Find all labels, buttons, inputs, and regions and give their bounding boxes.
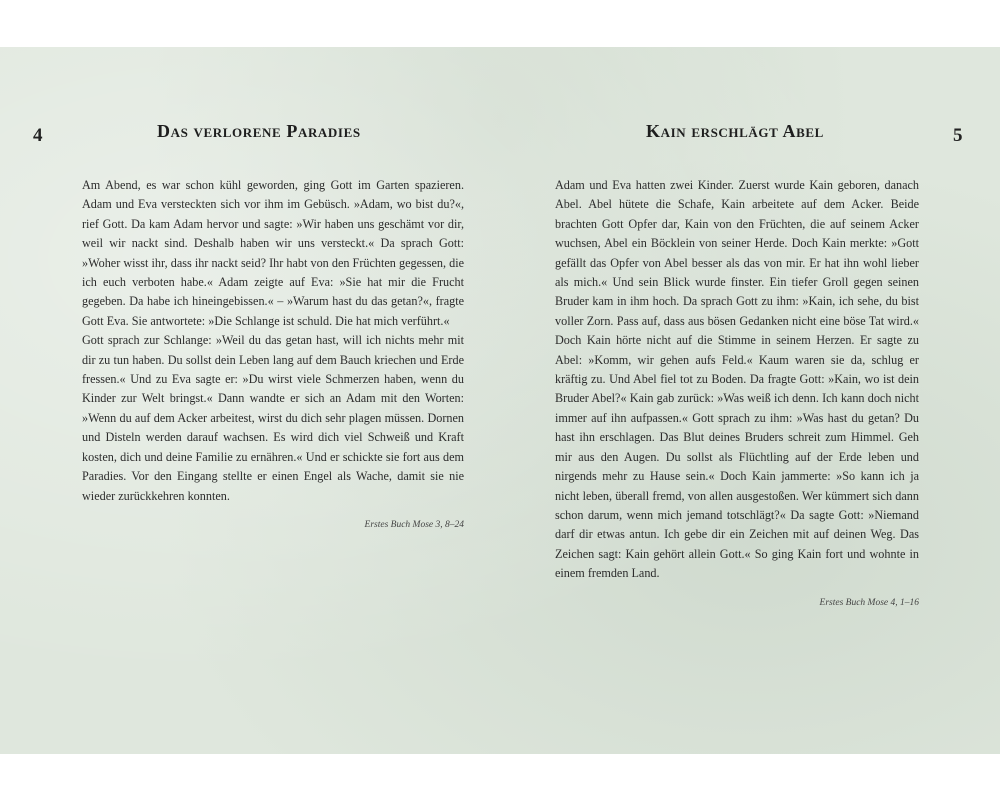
book-spread: [0, 47, 1000, 754]
paragraph: Gott sprach zur Schlange: »Weil du das getan hast, will ich nichts mehr mit dir zu tun haben. Du sollst dein Leben lang auf dem Bauch kriechen und Erde fressen.« Und zu Eva sagte er: »Du wirst viele Schmerzen haben, wenn du Kinder zur Welt bringst.« Dann wandte er sich an Adam mit den Worten: »Wenn du auf dem Acker arbeitest, wirst du dich sehr plagen müssen. Dornen und Disteln werden darauf wachsen. Es wird dich viel Schweiß und Kraft kosten, dich und deine Familie zu ernähren.« Und er schickte sie fort aus dem Paradies. Vor den Eingang stellte er einen Engel als Wache, damit sie nie wieder zurückkehren konnten.: [82, 333, 464, 503]
page-number-left: 4: [33, 125, 43, 146]
text-column-right: [555, 176, 919, 613]
chapter-title-left: Das verlorene Paradies: [157, 121, 361, 141]
page-number-right: 5: [953, 125, 963, 146]
paragraph: Adam und Eva hatten zwei Kinder. Zuerst wurde Kain geboren, danach Abel. Abel hütete die Schafe, Kain arbeitete auf dem Acker. Beide brachten Gott Opfer dar, Kain von den Früchten, die auf seinem Acker wuchsen, Abel ein Böcklein von seiner Herde. Doch Kain merkte: »Gott gefällt das Opfer von Abel besser als das von mir. Er hat ihn wohl lieber als mich.« Und sein Blick wurde finster. Ein tiefer Groll gegen seinen Bruder kam in ihm hoch. Da sprach Gott zu ihm: »Kain, ich sehe, du bist voller Zorn. Pass auf, dass aus bösen Gedanken nicht eine böse Tat wird.« Doch Kain hörte nicht auf die Stimme in seinem Herzen. Er sagte zu Abel: »Komm, wir gehen aufs Feld.« Kaum waren sie da, schlug er kräftig zu. Und Abel fiel tot zu Boden. Da fragte Gott: »Kain, wo ist dein Bruder Abel?« Kain gab zurück: »Was weiß ich denn. Ich kann doch nicht immer auf ihn aufpassen.« Gott sprach zu ihm: »Was hast du getan? Du hast ihn erschlagen. Das Blut deines Bruders schreit zum Himmel. Geh mir aus den Augen. Du sollst als Flüchtling auf der Erde leben und nirgends mehr zu Hause sein.« Doch Kain jammerte: »So kann ich ja nicht leben, überall fremd, von allen ausgestoßen. Wer kümmert sich dann schon darum, wenn mich jemand totschlägt?« Da sagte Gott: »Niemand darf dir etwas antun. Ich gebe dir ein Zeichen mit auf deinen Weg. Das Zeichen sagt: Kain gehört allein Gott.« So ging Kain fort und wohnte in einem fremden Land.: [555, 178, 919, 581]
text-column-left: [82, 176, 464, 535]
paragraph: Am Abend, es war schon kühl geworden, ging Gott im Garten spazieren. Adam und Eva versteckten sich vor ihm im Gebüsch. »Adam, wo bist du?«, rief Gott. Da kam Adam hervor und sagte: »Wir haben uns geschämt vor dir, weil wir nackt sind. Deshalb haben wir uns versteckt.« Da sprach Gott: »Woher wisst ihr, dass ihr nackt seid? Ihr habt von den Früchten gegessen, die ich euch verboten habe.« Adam zeigte auf Eva: »Sie hat mir die Frucht gegeben. Da habe ich hineingebissen.« – »Warum hast du das getan?«, fragte Gott Eva. Sie antwortete: »Die Schlange ist schuld. Die hat mich verführt.«: [82, 178, 464, 328]
bible-reference: Erstes Buch Mose 3, 8–24: [364, 519, 464, 530]
bible-reference: Erstes Buch Mose 4, 1–16: [819, 597, 919, 608]
chapter-title-right: Kain erschlägt Abel: [646, 121, 824, 141]
